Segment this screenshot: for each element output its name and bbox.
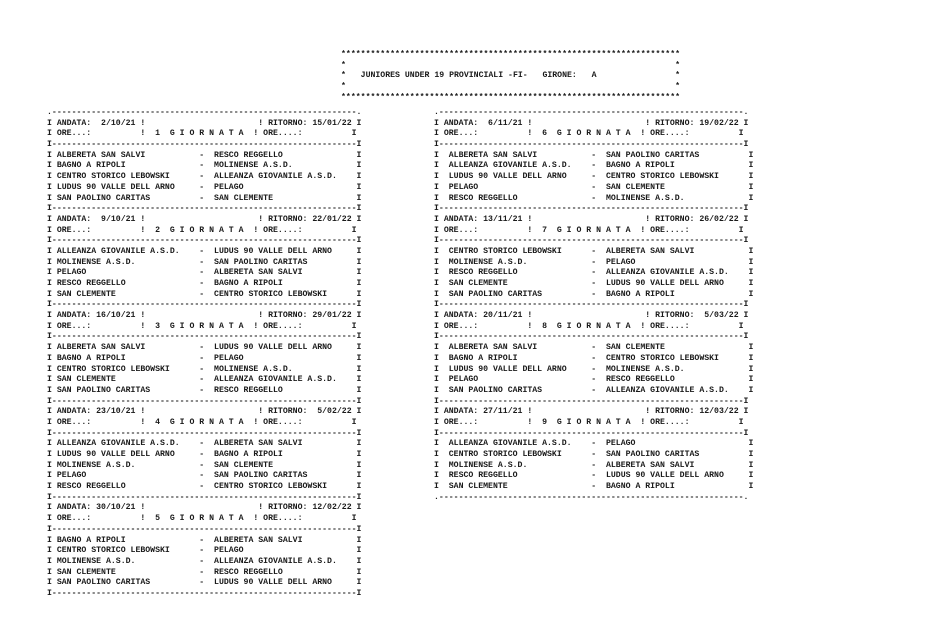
- fixtures-column-right: [434, 108, 753, 503]
- matchday-line: I ALBERETA SAN SALVI - SAN PAOLINO CARITAS I: [434, 150, 754, 160]
- matchday-line: I ANDATA: 16/10/21 ! ! RITORNO: 29/01/22 I: [47, 311, 362, 321]
- matchday-line: I ORE...: ! 9 G I O R N A T A ! ORE....: I: [434, 417, 744, 427]
- matchday-line: I PELAGO - ALBERETA SAN SALVI I: [47, 268, 362, 278]
- matchday-line: I RESCO REGGELLO - MOLINENSE A.S.D. I: [434, 193, 754, 203]
- matchday-line: I--------------------------------------------------------------I: [47, 236, 362, 246]
- matchday-line: .--------------------------------------------------------------.: [434, 492, 749, 502]
- matchday-line: I ANDATA: 2/10/21 ! ! RITORNO: 15/01/22 I: [47, 118, 362, 128]
- championship-header: [341, 50, 680, 103]
- matchday-line: I--------------------------------------------------------------I: [47, 332, 362, 342]
- matchday-line: I RESCO REGGELLO - CENTRO STORICO LEBOWSKI I: [47, 482, 362, 492]
- matchday-line: I ANDATA: 23/10/21 ! ! RITORNO: 5/02/22 I: [47, 407, 362, 417]
- matchday-line: I SAN CLEMENTE - CENTRO STORICO LEBOWSKI I: [47, 289, 362, 299]
- matchday-line: I--------------------------------------------------------------I: [47, 204, 362, 214]
- matchday-line: I ORE...: ! 1 G I O R N A T A ! ORE....: I: [47, 129, 357, 139]
- matchday-line: I ORE...: ! 6 G I O R N A T A ! ORE....: I: [434, 129, 744, 139]
- matchday-line: I--------------------------------------------------------------I: [47, 300, 362, 310]
- matchday-line: I--------------------------------------------------------------I: [434, 332, 749, 342]
- matchday-line: I--------------------------------------------------------------I: [47, 524, 362, 534]
- matchday-line: I BAGNO A RIPOLI - ALBERETA SAN SALVI I: [47, 535, 362, 545]
- matchday-block: [47, 108, 361, 204]
- matchday-line: I MOLINENSE A.S.D. - SAN PAOLINO CARITAS I: [47, 257, 362, 267]
- matchday-block: [47, 204, 361, 300]
- matchday-block: [47, 397, 361, 493]
- matchday-line: I BAGNO A RIPOLI - PELAGO I: [47, 353, 362, 363]
- header-line: *********************************************************************: [341, 50, 681, 59]
- matchday-line: I--------------------------------------------------------------I: [434, 300, 749, 310]
- matchday-line: I RESCO REGGELLO - LUDUS 90 VALLE DELL ARNO I: [434, 471, 754, 481]
- matchday-line: I ALLEANZA GIOVANILE A.S.D. - LUDUS 90 VALLE DELL ARNO I: [47, 246, 362, 256]
- matchday-line: I CENTRO STORICO LEBOWSKI - PELAGO I: [47, 546, 362, 556]
- matchday-line: I MOLINENSE A.S.D. - PELAGO I: [434, 257, 754, 267]
- matchday-line: I PELAGO - SAN CLEMENTE I: [434, 182, 754, 192]
- matchday-line: I ALBERETA SAN SALVI - LUDUS 90 VALLE DELL ARNO I: [47, 343, 362, 353]
- matchday-line: I LUDUS 90 VALLE DELL ARNO - PELAGO I: [47, 182, 362, 192]
- header-line: *********************************************************************: [341, 92, 681, 102]
- matchday-line: .--------------------------------------------------------------.: [47, 108, 362, 117]
- matchday-line: I SAN PAOLINO CARITAS - BAGNO A RIPOLI I: [434, 289, 754, 299]
- matchday-line: I ANDATA: 20/11/21 ! ! RITORNO: 5/03/22 I: [434, 311, 749, 321]
- matchday-line: I MOLINENSE A.S.D. - SAN CLEMENTE I: [47, 460, 362, 470]
- matchday-line: I CENTRO STORICO LEBOWSKI - MOLINENSE A.S.D. I: [47, 364, 362, 374]
- matchday-line: I MOLINENSE A.S.D. - ALLEANZA GIOVANILE A.S.D. I: [47, 556, 362, 566]
- matchday-line: I--------------------------------------------------------------I: [47, 492, 362, 502]
- matchday-line: I CENTRO STORICO LEBOWSKI - ALLEANZA GIOVANILE A.S.D. I: [47, 172, 362, 182]
- matchday-line: I RESCO REGGELLO - ALLEANZA GIOVANILE A.S.D. I: [434, 268, 754, 278]
- matchday-line: I RESCO REGGELLO - BAGNO A RIPOLI I: [47, 279, 362, 288]
- matchday-line: I ORE...: ! 2 G I O R N A T A ! ORE....: I: [47, 225, 357, 235]
- matchday-line: I ANDATA: 9/10/21 ! ! RITORNO: 22/01/22 I: [47, 214, 362, 224]
- matchday-line: I SAN CLEMENTE - ALLEANZA GIOVANILE A.S.D. I: [47, 375, 362, 385]
- matchday-line: I--------------------------------------------------------------I: [434, 140, 749, 150]
- matchday-line: I MOLINENSE A.S.D. - ALBERETA SAN SALVI I: [434, 460, 754, 470]
- matchday-line: I SAN PAOLINO CARITAS - LUDUS 90 VALLE DELL ARNO I: [47, 578, 362, 588]
- matchday-line: I ALLEANZA GIOVANILE A.S.D. - BAGNO A RIPOLI I: [434, 161, 754, 171]
- matchday-line: I ORE...: ! 7 G I O R N A T A ! ORE....: I: [434, 225, 744, 235]
- matchday-line: I ORE...: ! 8 G I O R N A T A ! ORE....: I: [434, 321, 744, 331]
- matchday-block: [434, 108, 753, 204]
- matchday-line: I PELAGO - SAN PAOLINO CARITAS I: [47, 471, 362, 481]
- matchday-block: [434, 300, 753, 396]
- matchday-line: I--------------------------------------------------------------I: [47, 428, 362, 438]
- matchday-line: I--------------------------------------------------------------I: [434, 236, 749, 246]
- matchday-line: I ORE...: ! 5 G I O R N A T A ! ORE....: I: [47, 514, 357, 524]
- matchday-line: I ORE...: ! 3 G I O R N A T A ! ORE....: I: [47, 321, 357, 331]
- matchday-line: I ALLEANZA GIOVANILE A.S.D. - PELAGO I: [434, 439, 754, 449]
- matchday-line: I PELAGO - RESCO REGGELLO I: [434, 375, 754, 385]
- matchday-line: I--------------------------------------------------------------I: [434, 396, 749, 406]
- matchday-line: I ORE...: ! 4 G I O R N A T A ! ORE....: I: [47, 417, 357, 427]
- matchday-line: I ALBERETA SAN SALVI - RESCO REGGELLO I: [47, 150, 362, 160]
- matchday-line: I CENTRO STORICO LEBOWSKI - SAN PAOLINO CARITAS I: [434, 450, 754, 459]
- matchday-line: I ANDATA: 27/11/21 ! ! RITORNO: 12/03/22 I: [434, 407, 749, 417]
- matchday-line: I ANDATA: 13/11/21 ! ! RITORNO: 26/02/22 I: [434, 214, 749, 224]
- matchday-line: I LUDUS 90 VALLE DELL ARNO - CENTRO STORICO LEBOWSKI I: [434, 172, 754, 182]
- matchday-line: I LUDUS 90 VALLE DELL ARNO - MOLINENSE A.S.D. I: [434, 364, 754, 374]
- fixtures-column-left: [47, 108, 361, 600]
- matchday-line: I CENTRO STORICO LEBOWSKI - ALBERETA SAN SALVI I: [434, 246, 754, 256]
- matchday-line: I--------------------------------------------------------------I: [47, 396, 362, 406]
- matchday-line: I SAN PAOLINO CARITAS - SAN CLEMENTE I: [47, 193, 362, 203]
- matchday-line: I ANDATA: 6/11/21 ! ! RITORNO: 19/02/22 I: [434, 118, 749, 128]
- matchday-line: I LUDUS 90 VALLE DELL ARNO - BAGNO A RIPOLI I: [47, 450, 362, 459]
- header-line: * *: [341, 60, 681, 70]
- matchday-line: I--------------------------------------------------------------I: [434, 428, 749, 438]
- matchday-block: [47, 300, 361, 396]
- matchday-block: [434, 397, 753, 504]
- matchday-line: I--------------------------------------------------------------I: [47, 588, 362, 598]
- matchday-line: I SAN PAOLINO CARITAS - RESCO REGGELLO I: [47, 385, 362, 395]
- matchday-line: I--------------------------------------------------------------I: [47, 140, 362, 150]
- matchday-block: [47, 493, 361, 600]
- matchday-line: .--------------------------------------------------------------.: [434, 108, 749, 117]
- matchday-line: I--------------------------------------------------------------I: [434, 204, 749, 214]
- matchday-line: I ALBERETA SAN SALVI - SAN CLEMENTE I: [434, 343, 754, 353]
- matchday-line: I BAGNO A RIPOLI - MOLINENSE A.S.D. I: [47, 161, 362, 171]
- matchday-line: I ANDATA: 30/10/21 ! ! RITORNO: 12/02/22 I: [47, 503, 362, 513]
- matchday-line: I BAGNO A RIPOLI - CENTRO STORICO LEBOWSKI I: [434, 353, 754, 363]
- matchday-line: I SAN CLEMENTE - LUDUS 90 VALLE DELL ARNO I: [434, 279, 754, 288]
- matchday-block: [434, 204, 753, 300]
- matchday-line: I SAN CLEMENTE - RESCO REGGELLO I: [47, 567, 362, 577]
- header-line: * JUNIORES UNDER 19 PROVINCIALI -FI- GIRONE: A *: [341, 71, 681, 81]
- matchday-line: I SAN CLEMENTE - BAGNO A RIPOLI I: [434, 482, 754, 492]
- header-line: * *: [341, 82, 681, 92]
- matchday-line: I SAN PAOLINO CARITAS - ALLEANZA GIOVANILE A.S.D. I: [434, 385, 754, 395]
- matchday-line: I ALLEANZA GIOVANILE A.S.D. - ALBERETA SAN SALVI I: [47, 439, 362, 449]
